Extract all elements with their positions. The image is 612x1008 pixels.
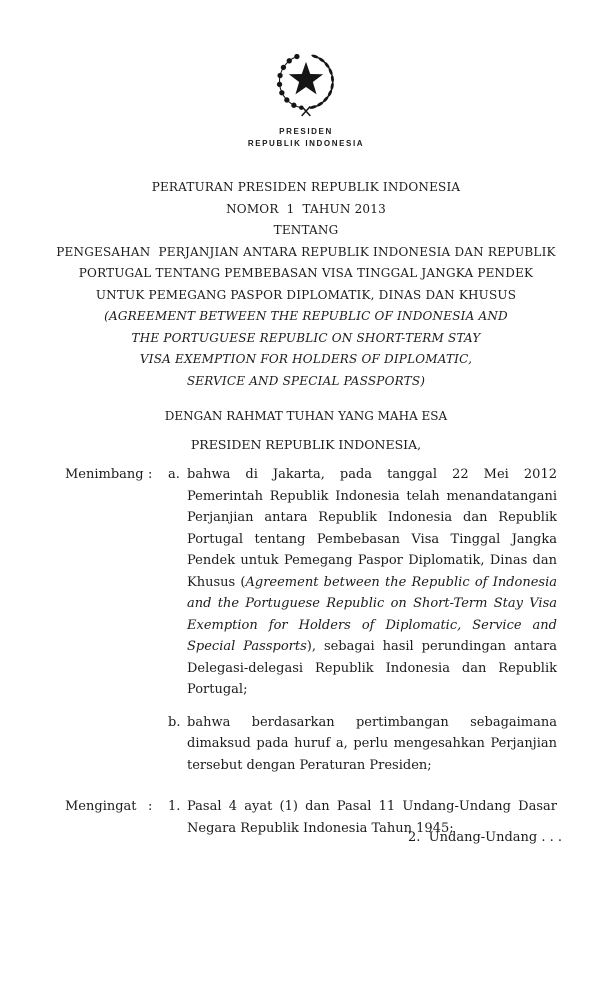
invocation-line: DENGAN RAHMAT TUHAN YANG MAHA ESA (164, 409, 448, 423)
title-subject-line-2: PORTUGAL TENTANG PEMBEBASAN VISA TINGGAL JANGKA PENDEK (78, 266, 534, 280)
page-catchword: 2. Undang-Undang . . . (408, 830, 563, 845)
presidential-seal (0, 42, 612, 148)
menimbang-label: Menimbang (65, 467, 144, 482)
item-marker: 1. (168, 799, 181, 814)
seal-title: PRESIDEN (279, 127, 333, 136)
item-text: Pasal 4 ayat (1) dan Pasal 11 Undang-Undang Dasar Negara Republik Indonesia Tahun 1945; (187, 799, 557, 836)
title-number: NOMOR 1 TAHUN 2013 (226, 201, 386, 216)
section-menimbang (65, 464, 557, 776)
title-tentang: TENTANG (273, 223, 339, 237)
title-block (0, 177, 612, 392)
menimbang-item-b (168, 712, 557, 777)
menimbang-items (168, 464, 557, 776)
title-regulation: PERATURAN PRESIDEN REPUBLIK INDONESIA (151, 180, 461, 194)
mengingat-colon: : (148, 799, 153, 814)
document-body (65, 464, 557, 839)
title-english-line-1: (AGREEMENT BETWEEN THE REPUBLIC OF INDONESIA AND (104, 309, 508, 323)
item-text: bahwa berdasarkan pertimbangan sebagaimana dimaksud pada huruf a, perlu mengesahkan Perjanjian tersebut dengan Peraturan Presiden; (187, 714, 557, 773)
menimbang-item-a (168, 464, 557, 701)
item-marker: b. (168, 714, 181, 730)
item-marker: a. (168, 467, 180, 482)
title-subject-line-1: PENGESAHAN PERJANJIAN ANTARA REPUBLIK INDONESIA DAN REPUBLIK (56, 244, 556, 259)
title-english-line-2: THE PORTUGUESE REPUBLIC ON SHORT-TERM STAY (131, 330, 481, 345)
menimbang-colon: : (148, 467, 153, 482)
item-text: bahwa di Jakarta, pada tanggal 22 Mei 2012 Pemerintah Republik Indonesia telah menandatangani Perjanjian antara Republik Indonesia dan Republik Portugal tentang Pembebasan Visa Tinggal Jangka Pendek untuk Pemegang Paspor Diplomatik, Dinas dan Khusus (Agreement between the Republic of Indonesia and the Portuguese Republic on Short-Term Stay Visa Exemption for Holders of Diplomatic, Service and Special Passports), sebagai hasil perundingan antara Delegasi-delegasi Republik Indonesia dan Republik Portugal; (187, 467, 557, 697)
star-wreath-emblem-icon (263, 42, 349, 121)
issuer-line: PRESIDEN REPUBLIK INDONESIA, (190, 437, 422, 452)
mengingat-label: Mengingat (65, 799, 137, 814)
title-english-line-3: VISA EXEMPTION FOR HOLDERS OF DIPLOMATIC, (139, 352, 473, 366)
title-subject-line-3: UNTUK PEMEGANG PASPOR DIPLOMATIK, DINAS DAN KHUSUS (95, 287, 517, 302)
title-english-line-4: SERVICE AND SPECIAL PASSPORTS) (186, 373, 426, 388)
seal-subtitle: REPUBLIK INDONESIA (247, 138, 365, 148)
